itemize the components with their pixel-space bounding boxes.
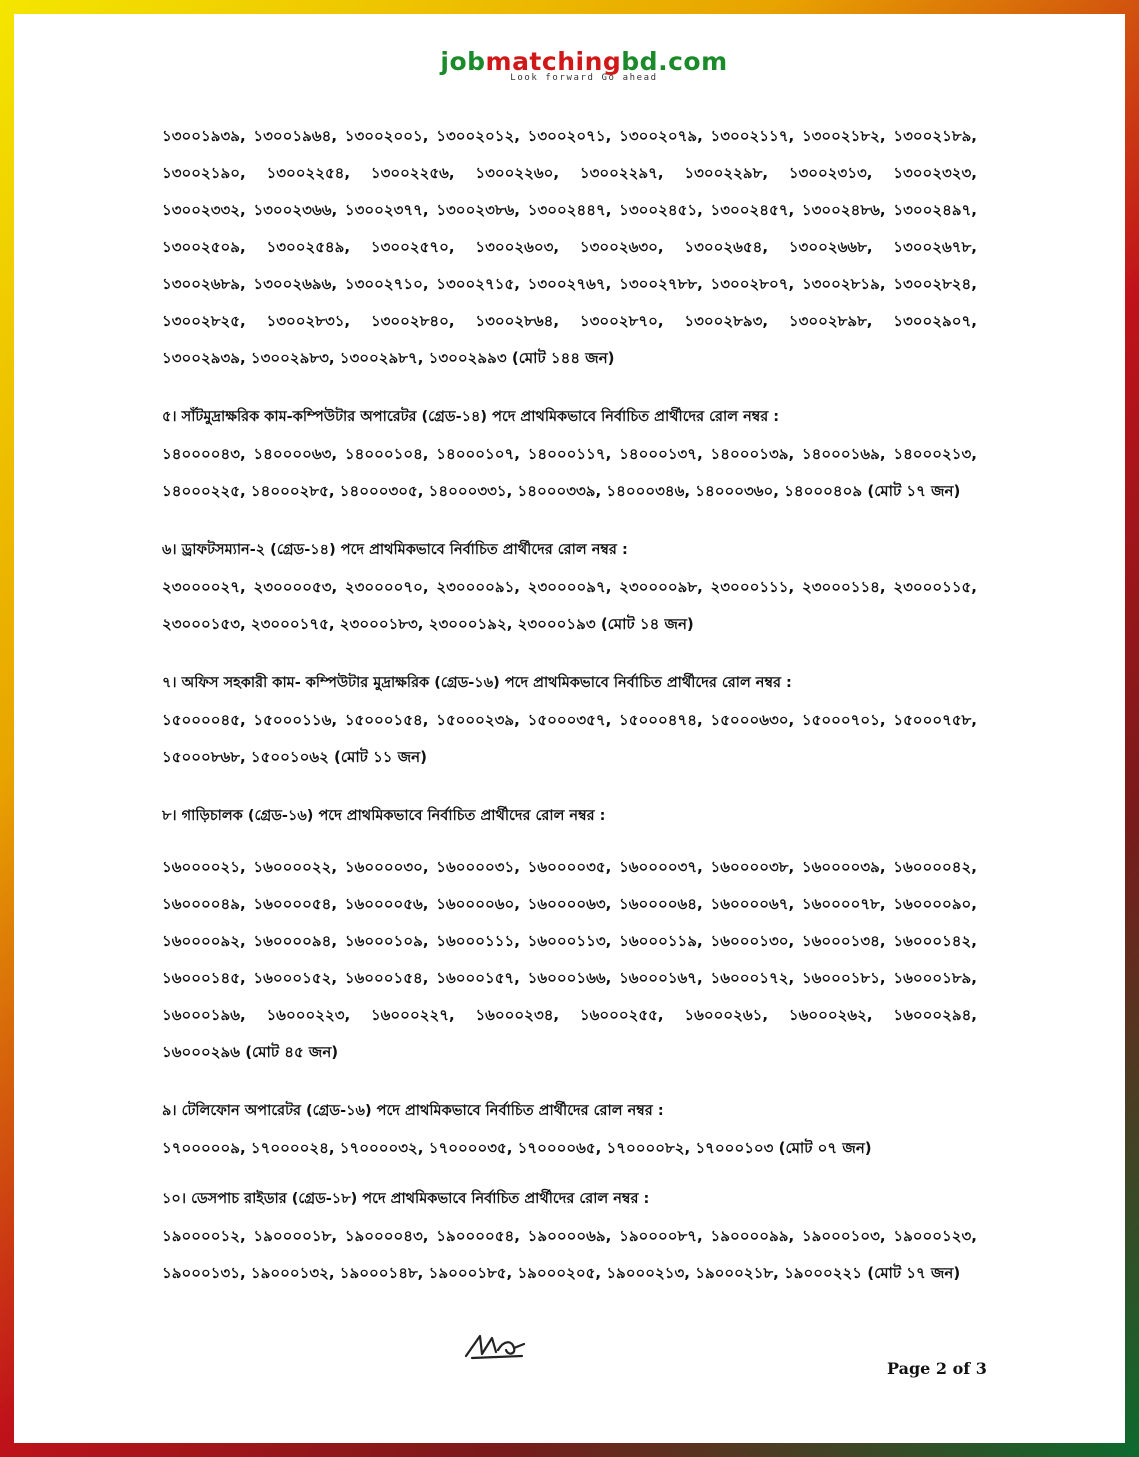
section-10 [162, 1181, 977, 1292]
section-heading: ৭। অফিস সহকারী কাম- কম্পিউটার মুদ্রাক্ষরিক (গ্রেড-১৬) পদে প্রাথমিকভাবে নির্বাচিত প্রার্থীদের রোল নম্বর : [162, 675, 792, 691]
signature-mark [462, 1326, 532, 1366]
roll-line-total: ১৭০০০০০৯, ১৭০০০০২৪, ১৭০০০০৩২, ১৭০০০০৩৫, ১৭০০০০৬৫, ১৭০০০০৮২, ১৭০০০১০৩ (মোট ০৭ জন) [162, 1139, 872, 1157]
roll-line-total: ১৯০০০১৩১, ১৯০০০১৩২, ১৯০০০১৪৮, ১৯০০০১৮৫, ১৯০০০২০৫, ১৯০০০২১৩, ১৯০০০২১৮, ১৯০০০২২১ (মোট ১৭ জন) [162, 1264, 961, 1282]
roll-line: ১৩০০২৬৮৯, ১৩০০২৬৯৬, ১৩০০২৭১০, ১৩০০২৭১৫, ১৩০০২৭৬৭, ১৩০০২৭৮৮, ১৩০০২৮০৭, ১৩০০২৮১৯, ১৩০০২৮২৪, [162, 275, 977, 293]
spacer [162, 835, 977, 849]
roll-line: ১৩০০২৩৩২, ১৩০০২৩৬৬, ১৩০০২৩৭৭, ১৩০০২৩৮৬, ১৩০০২৪৪৭, ১৩০০২৪৫১, ১৩০০২৪৫৭, ১৩০০২৪৮৬, ১৩০০২৪৯৭, [162, 201, 977, 219]
section-heading: ৬। ড্রাফটসম্যান-২ (গ্রেড-১৪) পদে প্রাথমিকভাবে নির্বাচিত প্রার্থীদের রোল নম্বর : [162, 542, 628, 558]
section-heading: ৮। গাড়িচালক (গ্রেড-১৬) পদে প্রাথমিকভাবে নির্বাচিত প্রার্থীদের রোল নম্বর : [162, 808, 606, 824]
spacer [162, 1167, 977, 1181]
roll-line-total: ১৫০০০৮৬৮, ১৫০০১০৬২ (মোট ১১ জন) [162, 748, 427, 766]
roll-line: ১৬০০০০২১, ১৬০০০০২২, ১৬০০০০৩০, ১৬০০০০৩১, ১৬০০০০৩৫, ১৬০০০০৩৭, ১৬০০০০৩৮, ১৬০০০০৩৯, ১৬০০০০৪২, [162, 858, 977, 876]
spacer [162, 776, 977, 798]
section-6 [162, 532, 977, 643]
spacer [162, 1071, 977, 1093]
spacer [162, 377, 977, 399]
document-page [14, 14, 1125, 1443]
roll-number-list [162, 118, 977, 1292]
roll-line-total: ১৬০০০২৯৬ (মোট ৪৫ জন) [162, 1043, 339, 1061]
section-5 [162, 399, 977, 510]
roll-line: ১৬০০০০৪৯, ১৬০০০০৫৪, ১৬০০০০৫৬, ১৬০০০০৬০, ১৬০০০০৬৩, ১৬০০০০৬৪, ১৬০০০০৬৭, ১৬০০০০৭৮, ১৬০০০০৯০, [162, 895, 977, 913]
section-9 [162, 1093, 977, 1167]
spacer [162, 510, 977, 532]
spacer [162, 643, 977, 665]
roll-line: ২৩০০০০২৭, ২৩০০০০৫৩, ২৩০০০০৭০, ২৩০০০০৯১, ২৩০০০০৯৭, ২৩০০০০৯৮, ২৩০০০১১১, ২৩০০০১১৪, ২৩০০০১১৫, [162, 578, 977, 596]
roll-line-total: ১৩০০২৯৩৯, ১৩০০২৯৮৩, ১৩০০২৯৮৭, ১৩০০২৯৯৩ (মোট ১৪৪ জন) [162, 349, 615, 367]
roll-line: ১৬০০০১৪৫, ১৬০০০১৫২, ১৬০০০১৫৪, ১৬০০০১৫৭, ১৬০০০১৬৬, ১৬০০০১৬৭, ১৬০০০১৭২, ১৬০০০১৮১, ১৬০০০১৮৯, [162, 969, 977, 987]
roll-line: ১৬০০০০৯২, ১৬০০০০৯৪, ১৬০০০১০৯, ১৬০০০১১১, ১৬০০০১১৩, ১৬০০০১১৯, ১৬০০০১৩০, ১৬০০০১৩৪, ১৬০০০১৪২, [162, 932, 977, 950]
site-logo[interactable] [434, 48, 734, 83]
section-7 [162, 665, 977, 776]
roll-line: ১৩০০২৮২৫, ১৩০০২৮৩১, ১৩০০২৮৪০, ১৩০০২৮৬৪, ১৩০০২৮৭০, ১৩০০২৮৯৩, ১৩০০২৮৯৮, ১৩০০২৯০৭, [162, 312, 977, 330]
section-heading: ৯। টেলিফোন অপারেটর (গ্রেড-১৬) পদে প্রাথমিকভাবে নির্বাচিত প্রার্থীদের রোল নম্বর : [162, 1103, 664, 1119]
page-number: Page 2 of 3 [887, 1359, 987, 1378]
roll-line: ১৩০০২৫০৯, ১৩০০২৫৪৯, ১৩০০২৫৭০, ১৩০০২৬০৩, ১৩০০২৬৩০, ১৩০০২৬৫৪, ১৩০০২৬৬৮, ১৩০০২৬৭৮, [162, 238, 977, 256]
roll-line-total: ২৩০০০১৫৩, ২৩০০০১৭৫, ২৩০০০১৮৩, ২৩০০০১৯২, ২৩০০০১৯৩ (মোট ১৪ জন) [162, 615, 694, 633]
roll-line: ১৬০০০১৯৬, ১৬০০০২২৩, ১৬০০০২২৭, ১৬০০০২৩৪, ১৬০০০২৫৫, ১৬০০০২৬১, ১৬০০০২৬২, ১৬০০০২৯৪, [162, 1006, 977, 1024]
logo-tagline: Look forward Go ahead [510, 73, 658, 83]
logo-wordmark [434, 48, 734, 76]
section-heading: ১০। ডেসপাচ রাইডার (গ্রেড-১৮) পদে প্রাথমিকভাবে নির্বাচিত প্রার্থীদের রোল নম্বর : [162, 1191, 650, 1207]
section-4-rolls [162, 118, 977, 377]
roll-line: ১৫০০০০৪৫, ১৫০০০১১৬, ১৫০০০১৫৪, ১৫০০০২৩৯, ১৫০০০৩৫৭, ১৫০০০৪৭৪, ১৫০০০৬৩০, ১৫০০০৭০১, ১৫০০০৭৫৮, [162, 711, 977, 729]
roll-line: ১৪০০০০৪৩, ১৪০০০০৬৩, ১৪০০০১০৪, ১৪০০০১০৭, ১৪০০০১১৭, ১৪০০০১৩৭, ১৪০০০১৩৯, ১৪০০০১৬৯, ১৪০০০২১৩, [162, 445, 977, 463]
roll-line-total: ১৪০০০২২৫, ১৪০০০২৮৫, ১৪০০০৩০৫, ১৪০০০৩৩১, ১৪০০০৩৩৯, ১৪০০০৩৪৬, ১৪০০০৩৬০, ১৪০০০৪০৯ (মোট ১৭ জন) [162, 482, 961, 500]
roll-line: ১৯০০০০১২, ১৯০০০০১৮, ১৯০০০০৪৩, ১৯০০০০৫৪, ১৯০০০০৬৯, ১৯০০০০৮৭, ১৯০০০০৯৯, ১৯০০০১০৩, ১৯০০০১২৩, [162, 1227, 977, 1245]
logo-part-job: job [440, 47, 486, 76]
roll-line: ১৩০০১৯৩৯, ১৩০০১৯৬৪, ১৩০০২০০১, ১৩০০২০১২, ১৩০০২০৭১, ১৩০০২০৭৯, ১৩০০২১১৭, ১৩০০২১৮২, ১৩০০২১৮৯, [162, 127, 977, 145]
logo-part-matching: matching [485, 47, 622, 76]
section-heading: ৫। সাঁটমুদ্রাক্ষরিক কাম-কম্পিউটার অপারেটর (গ্রেড-১৪) পদে প্রাথমিকভাবে নির্বাচিত প্রার্থীদের রোল নম্বর : [162, 409, 780, 425]
section-8 [162, 798, 977, 1071]
logo-part-bd: bd.com [621, 47, 728, 76]
roll-line: ১৩০০২১৯০, ১৩০০২২৫৪, ১৩০০২২৫৬, ১৩০০২২৬০, ১৩০০২২৯৭, ১৩০০২২৯৮, ১৩০০২৩১৩, ১৩০০২৩২৩, [162, 164, 977, 182]
